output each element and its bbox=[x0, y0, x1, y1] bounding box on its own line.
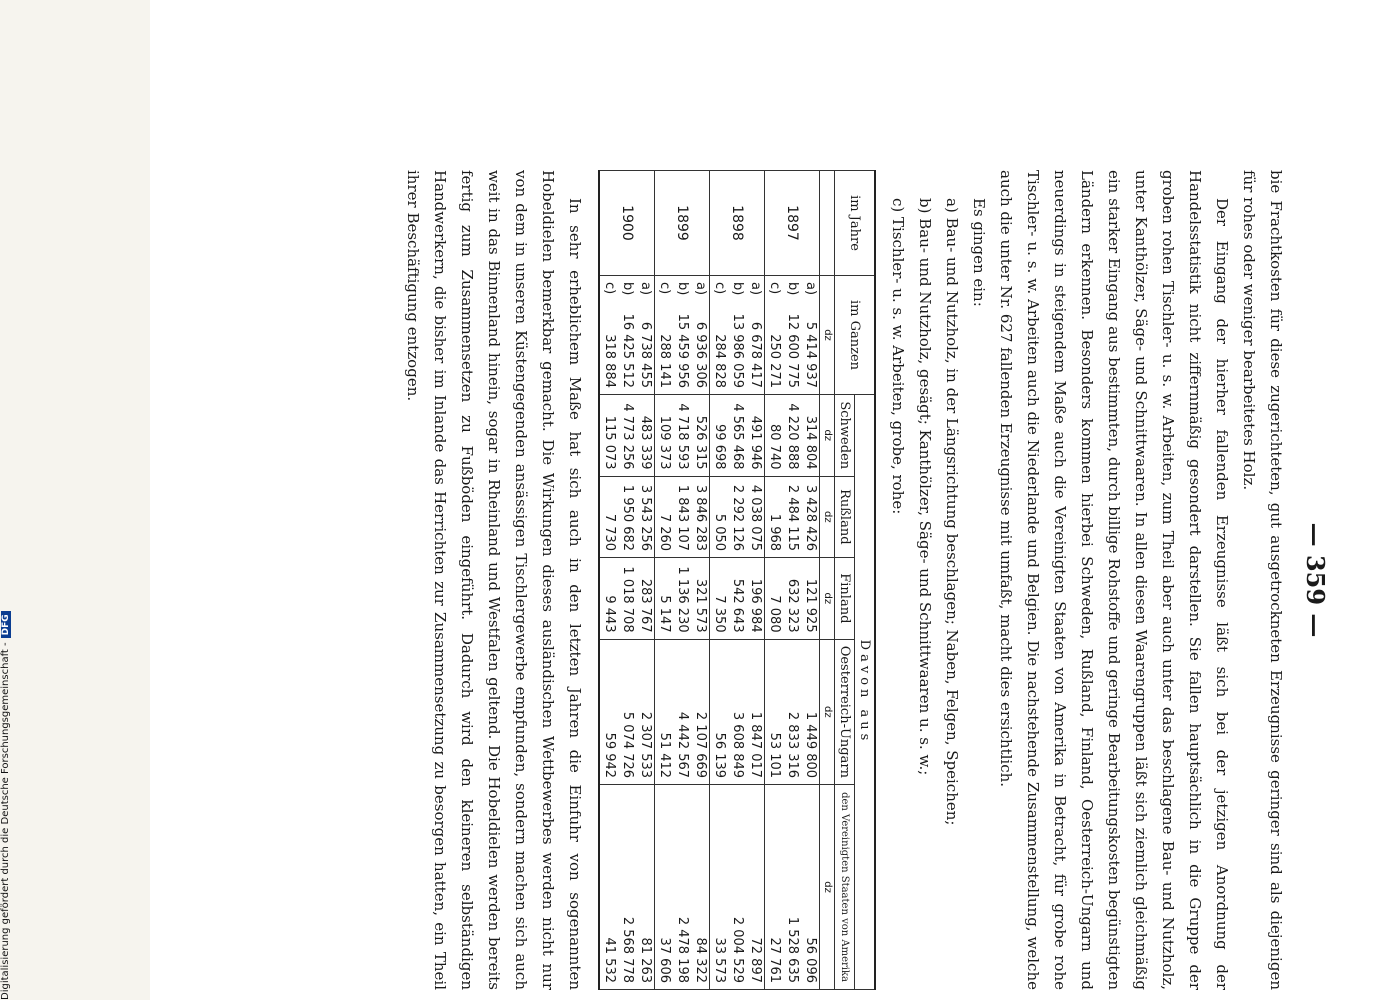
unit-cell: dz bbox=[820, 639, 835, 784]
value-cell: 321 573 bbox=[691, 558, 710, 640]
table-row bbox=[801, 171, 820, 990]
table-row bbox=[691, 171, 710, 990]
unit-cell: dz bbox=[820, 558, 835, 640]
header-year: im Jahre bbox=[835, 171, 876, 276]
value-cell: 2 307 533 bbox=[636, 639, 655, 784]
total-cell bbox=[710, 276, 729, 395]
total-value: 6 936 306 bbox=[693, 321, 708, 388]
row-label: c) bbox=[657, 282, 672, 295]
value-cell: 2 292 126 bbox=[728, 476, 746, 558]
total-cell bbox=[691, 276, 710, 395]
list-item-a: a) Bau- und Nutzholz, in der Längsrichtung beschlagen; Naben, Felgen, Speichen; bbox=[943, 198, 961, 826]
total-value: 13 986 059 bbox=[730, 313, 745, 388]
table-row bbox=[599, 171, 618, 990]
value-cell: 115 073 bbox=[599, 395, 618, 477]
value-cell: 41 532 bbox=[599, 785, 618, 990]
header-country-sweden: Schweden bbox=[835, 395, 855, 477]
value-cell: 2 478 198 bbox=[673, 785, 691, 990]
value-cell: 1 950 682 bbox=[618, 476, 636, 558]
total-cell bbox=[599, 276, 618, 395]
value-cell: 9 443 bbox=[599, 558, 618, 640]
row-label: a) bbox=[693, 282, 708, 296]
value-cell: 491 946 bbox=[746, 395, 765, 477]
value-cell: 1 847 017 bbox=[746, 639, 765, 784]
unit-row bbox=[820, 171, 835, 990]
total-value: 12 600 775 bbox=[785, 313, 800, 388]
row-label: c) bbox=[767, 282, 782, 295]
unit-cell: dz bbox=[820, 476, 835, 558]
total-value: 288 141 bbox=[657, 334, 672, 388]
total-value: 6 678 417 bbox=[748, 321, 763, 388]
value-cell: 4 038 075 bbox=[746, 476, 765, 558]
value-cell: 33 573 bbox=[710, 785, 729, 990]
table-row bbox=[728, 171, 746, 990]
value-cell: 196 984 bbox=[746, 558, 765, 640]
list-item-c: c) Tischler- u. s. w. Arbeiten, grobe, rohe: bbox=[889, 198, 907, 515]
paragraph-3: Es gingen ein: bbox=[970, 198, 988, 307]
value-cell: 2 004 529 bbox=[728, 785, 746, 990]
value-cell: 2 107 669 bbox=[691, 639, 710, 784]
header-country-usa: den Vereinigten Staaten von Amerika bbox=[835, 785, 855, 990]
value-cell: 5 147 bbox=[655, 558, 674, 640]
value-cell: 1 449 800 bbox=[801, 639, 820, 784]
table-body bbox=[599, 171, 820, 990]
value-cell: 2 568 778 bbox=[618, 785, 636, 990]
closing-paragraph: In sehr erheblichem Maße hat sich auch in den letzten Jahren die Einfuhr von sogenannten Hobeldielen bemerkbar gemacht. Die Wirkungen dieses ausländischen Wettbewerbes werden nicht nur von dem in unseren Küstengegenden ansässigen Tischlergewerbe empfunden, sondern machen sich auch weit in das Binnenland hinein, sogar in Rheinland und Westfalen geltend. Die Hobeldielen werden bereits fertig zum Zusammensetzen zu Fußböden eingeführt. Dadurch wird den kleineren selbständigen Handwerkern, die bisher im Inlande das Herrichten zur Zusammensetzung zu besorgen hatten, ein Theil ihrer Beschäftigung entzogen. bbox=[404, 170, 584, 990]
value-cell: 4 442 567 bbox=[673, 639, 691, 784]
total-value: 15 459 956 bbox=[675, 313, 690, 388]
value-cell: 7 350 bbox=[710, 558, 729, 640]
value-cell: 37 606 bbox=[655, 785, 674, 990]
total-cell bbox=[728, 276, 746, 395]
header-group: Davon aus bbox=[855, 395, 876, 990]
total-cell bbox=[801, 276, 820, 395]
total-cell bbox=[746, 276, 765, 395]
year-cell: 1898 bbox=[710, 171, 765, 276]
value-cell: 7 080 bbox=[765, 558, 784, 640]
row-label: a) bbox=[803, 282, 818, 296]
value-cell: 27 761 bbox=[765, 785, 784, 990]
total-value: 6 738 455 bbox=[638, 321, 653, 388]
value-cell: 109 373 bbox=[655, 395, 674, 477]
dfg-logo: DFG bbox=[1, 611, 11, 638]
table-row bbox=[636, 171, 655, 990]
funding-note bbox=[0, 611, 11, 1000]
row-label: b) bbox=[785, 282, 800, 296]
table-row bbox=[618, 171, 636, 990]
value-cell: 56 139 bbox=[710, 639, 729, 784]
list-item-b: b) Bau- und Nutzholz, gesägt; Kanthölzer, Säge- und Schnittwaaren u. s. w.; bbox=[916, 198, 934, 776]
unit-cell: dz bbox=[820, 785, 835, 990]
value-cell: 526 315 bbox=[691, 395, 710, 477]
value-cell: 99 698 bbox=[710, 395, 729, 477]
value-cell: 3 846 283 bbox=[691, 476, 710, 558]
value-cell: 2 833 316 bbox=[783, 639, 801, 784]
total-value: 5 414 937 bbox=[803, 321, 818, 388]
value-cell: 1 136 230 bbox=[673, 558, 691, 640]
value-cell: 1 528 635 bbox=[783, 785, 801, 990]
header-country-russia: Rußland bbox=[835, 476, 855, 558]
page-number: — 359 — bbox=[1301, 522, 1330, 638]
row-label: c) bbox=[712, 282, 727, 295]
value-cell: 7 260 bbox=[655, 476, 674, 558]
value-cell: 283 767 bbox=[636, 558, 655, 640]
paragraph-1: bie Frachtkosten für diese zugerichteten, gut ausgetrockneten Erzeugnisse geringer sind als diejenigen für rohes oder weniger bearbeitetes Holz. bbox=[1240, 170, 1285, 990]
value-cell: 3 608 849 bbox=[728, 639, 746, 784]
table-row bbox=[710, 171, 729, 990]
total-cell bbox=[783, 276, 801, 395]
header-country-austria-hungary: Oesterreich-Ungarn bbox=[835, 639, 855, 784]
value-cell: 59 942 bbox=[599, 639, 618, 784]
value-cell: 56 096 bbox=[801, 785, 820, 990]
total-value: 318 884 bbox=[602, 334, 617, 388]
total-cell bbox=[673, 276, 691, 395]
table-row bbox=[783, 171, 801, 990]
value-cell: 4 565 468 bbox=[728, 395, 746, 477]
header-total: im Ganzen bbox=[835, 276, 876, 395]
value-cell: 314 804 bbox=[801, 395, 820, 477]
total-cell bbox=[765, 276, 784, 395]
table-row bbox=[746, 171, 765, 990]
total-value: 284 828 bbox=[712, 334, 727, 388]
row-label: b) bbox=[675, 282, 690, 296]
value-cell: 3 428 426 bbox=[801, 476, 820, 558]
year-cell: 1897 bbox=[765, 171, 820, 276]
value-cell: 2 484 115 bbox=[783, 476, 801, 558]
value-cell: 51 412 bbox=[655, 639, 674, 784]
page-content bbox=[325, 170, 1335, 990]
value-cell: 53 101 bbox=[765, 639, 784, 784]
paragraph-2: Der Eingang der hierher fallenden Erzeugnisse läßt sich bei der jetzigen Anordnung der Handelsstatistik nicht ziffernmäßig gesondert darstellen. Sie fallen hauptsächlich in die Gruppe der groben rohen Tischler- u. s. w. Arbeiten, zum Theil aber auch unter das beschlagene Bau- und Nutzholz, unter Kanthölzer, Säge- und Schnittwaaren. In allen diesen Waarengruppen läßt sich ziemlich gleichmäßig ein starker Eingang aus bestimmten, durch billige Rohstoffe und geringe Bearbeitungskosten begünstigten Ländern erkennen. Besonders kommen hierbei Schweden, Rußland, Finland, Oesterreich-Ungarn und neuerdings in steigendem Maße auch die Vereinigten Staaten von Amerika in Betracht, für grobe rohe Tischler- u. s. w. Arbeiten auch die Niederlande und Belgien. Die nachstehende Zusammenstellung, welche auch die unter Nr. 627 fallenden Erzeugnisse mit umfaßt, macht dies ersichtlich. bbox=[997, 170, 1231, 990]
scanned-page bbox=[150, 0, 1397, 1000]
value-cell: 7 730 bbox=[599, 476, 618, 558]
unit-cell: dz bbox=[820, 276, 835, 395]
value-cell: 121 925 bbox=[801, 558, 820, 640]
value-cell: 483 339 bbox=[636, 395, 655, 477]
row-label: b) bbox=[620, 282, 635, 296]
value-cell: 1 968 bbox=[765, 476, 784, 558]
total-value: 250 271 bbox=[767, 334, 782, 388]
value-cell: 5 074 726 bbox=[618, 639, 636, 784]
funding-note-text: Digitalisierung gefördert durch die Deutsche Forschungsgemeinschaft - bbox=[0, 642, 11, 1000]
unit-cell: dz bbox=[820, 395, 835, 477]
year-cell: 1900 bbox=[599, 171, 655, 276]
value-cell: 4 718 593 bbox=[673, 395, 691, 477]
value-cell: 84 322 bbox=[691, 785, 710, 990]
row-label: a) bbox=[638, 282, 653, 296]
value-cell: 4 773 256 bbox=[618, 395, 636, 477]
unit-cell bbox=[820, 171, 835, 276]
table-row bbox=[765, 171, 784, 990]
value-cell: 632 323 bbox=[783, 558, 801, 640]
value-cell: 542 643 bbox=[728, 558, 746, 640]
total-cell bbox=[655, 276, 674, 395]
total-cell bbox=[618, 276, 636, 395]
value-cell: 5 050 bbox=[710, 476, 729, 558]
table-row bbox=[655, 171, 674, 990]
row-label: b) bbox=[730, 282, 745, 296]
value-cell: 72 897 bbox=[746, 785, 765, 990]
value-cell: 3 543 256 bbox=[636, 476, 655, 558]
total-cell bbox=[636, 276, 655, 395]
header-country-finland: Finland bbox=[835, 558, 855, 640]
row-label: c) bbox=[602, 282, 617, 295]
value-cell: 81 263 bbox=[636, 785, 655, 990]
import-statistics-table bbox=[598, 170, 876, 990]
row-label: a) bbox=[748, 282, 763, 296]
value-cell: 1 843 107 bbox=[673, 476, 691, 558]
value-cell: 4 220 888 bbox=[783, 395, 801, 477]
total-value: 16 425 512 bbox=[620, 313, 635, 388]
value-cell: 80 740 bbox=[765, 395, 784, 477]
table-row bbox=[673, 171, 691, 990]
year-cell: 1899 bbox=[655, 171, 710, 276]
value-cell: 1 018 708 bbox=[618, 558, 636, 640]
